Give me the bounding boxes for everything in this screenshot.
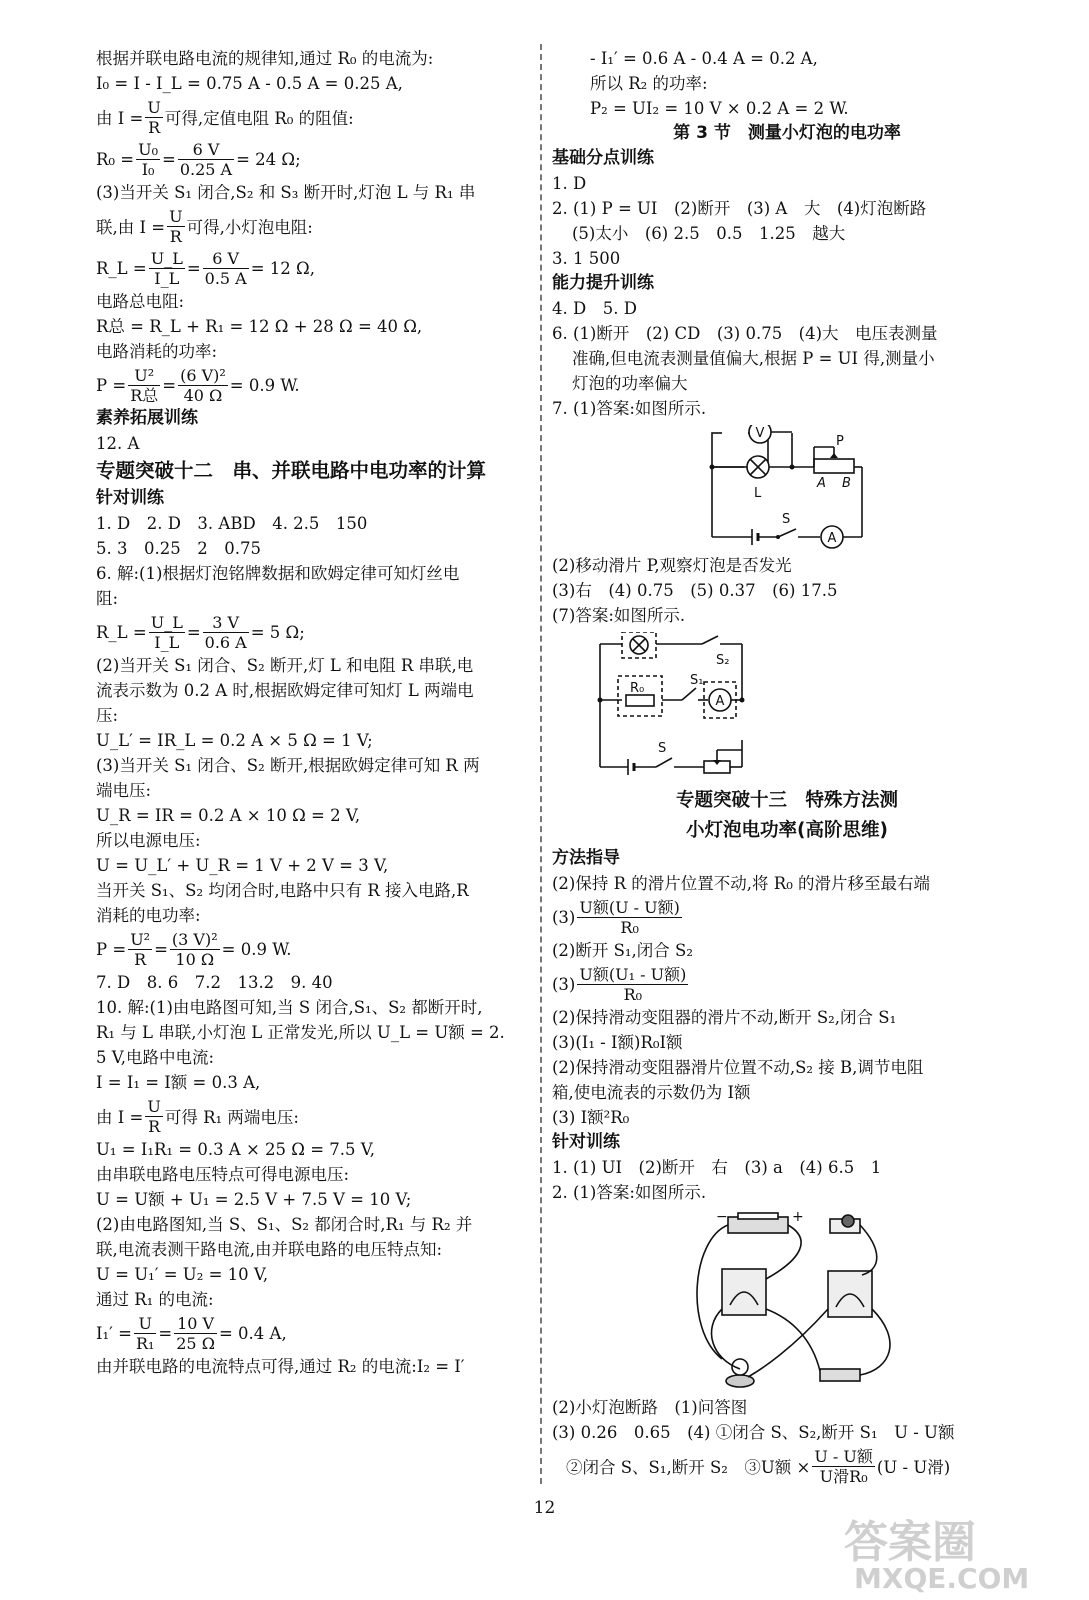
text: (U - U滑) [876,1458,951,1477]
rhs: = 12 Ω, [250,258,315,278]
voltmeter-label: V [755,426,765,441]
section-heading: 针对训练 [96,488,164,508]
formula-line [552,963,1022,1005]
answer-line: (2)移动滑片 P,观察灯泡是否发光 [552,556,792,575]
fraction [178,366,228,405]
answer-line: (5)太小 (6) 2.5 0.5 1.25 越大 [572,224,846,243]
text: 联,由 I = [96,218,166,237]
topic-heading-line2: 小灯泡电功率(高阶思维) [686,820,888,841]
denominator: R [128,949,152,969]
fraction [577,898,682,937]
text-line: I₀ = I - I_L = 0.75 A - 0.5 A = 0.25 A, [96,74,403,93]
circuit-diagram-2 [552,632,1022,782]
formula-line [96,1095,528,1137]
numerator: U² [130,929,151,949]
fraction [149,249,185,288]
slider-label-p: P [836,434,844,449]
answer-line: 3. 1 500 [552,249,621,268]
answer-line: (3)(I₁ - I额)R₀I额 [552,1033,683,1052]
denominator: 0.6 A [204,632,247,652]
text-line: 当开关 S₁、S₂ 均闭合时,电路中只有 R 接入电路,R [96,881,469,900]
numerator: U额(U₁ - U额) [579,964,687,984]
text-line: 根据并联电路电流的规律知,通过 R₀ 的电流为: [96,49,434,68]
denominator: R₀ [577,917,682,937]
answer-line: (2)保持滑动变阻器滑片位置不动,S₂ 接 B,调节电阻 [552,1058,924,1077]
terminal-label-b: B [842,476,851,491]
equals: = [186,258,201,278]
fraction [145,98,162,137]
numerator: U [138,1313,152,1333]
equals: = [154,939,168,959]
answer-line: (2)断开 S₁,闭合 S₂ [552,941,693,960]
numerator: 10 V [177,1313,215,1333]
text-line: (2)当开关 S₁ 闭合、S₂ 断开,灯 L 和电阻 R 串联,电 [96,656,474,675]
numerator: U额(U - U额) [579,897,680,917]
equation [96,364,528,406]
answer-line: (2)小灯泡断路 (1)问答图 [552,1398,748,1417]
text: 由 I = [96,109,144,128]
numerator: 3 V [212,612,240,632]
text-line: 阻: [96,589,119,608]
numerator: U_L [150,612,183,632]
denominator: I₀ [136,159,160,179]
equals: = [158,1323,173,1343]
text-line: 端电压: [96,781,152,800]
numerator: U_L [150,248,183,268]
text-line: - I₁′ = 0.6 A - 0.4 A = 0.2 A, [590,49,818,68]
text: 可得 R₁ 两端电压: [164,1108,299,1127]
text-line: 电路消耗的功率: [96,342,218,361]
page-number: 12 [533,1498,556,1518]
equation [96,611,528,653]
text-line: 流表示数为 0.2 A 时,根据欧姆定律可知灯 L 两端电 [96,681,474,700]
fraction [178,140,234,179]
numerator: U [169,206,183,226]
fraction [145,1097,162,1136]
numerator: (6 V)² [180,365,226,385]
topic-heading: 专题突破十二 串、并联电路中电功率的计算 [96,459,487,482]
switch-label-s: S [658,741,667,756]
text: 由 I = [96,1108,144,1127]
section-heading: 能力提升训练 [552,273,654,293]
text-line: I = I₁ = I额 = 0.3 A, [96,1073,261,1092]
text-line: U₁ = I₁R₁ = 0.3 A × 25 Ω = 7.5 V, [96,1140,376,1159]
denominator: R [145,1116,162,1136]
answer-line: (2)保持滑动变阻器的滑片不动,断开 S₂,闭合 S₁ [552,1008,897,1027]
lhs: P = [96,939,127,959]
plus-terminal-label: + [792,1209,804,1225]
fraction [577,965,688,1004]
column-divider [540,44,542,1484]
text-line: 电路总电阻: [96,292,185,311]
fraction [203,613,249,652]
formula-line [552,1445,1022,1487]
lhs: P = [96,375,127,395]
text-line: (3)当开关 S₁ 闭合,S₂ 和 S₃ 断开时,灯泡 L 与 R₁ 串 [96,183,476,202]
text-line: 由串联电路电压特点可得电源电压: [96,1165,350,1184]
fraction [170,930,220,969]
watermark-url: MXQE.COM [854,1562,1030,1595]
text-line: 通过 R₁ 的电流: [96,1290,214,1309]
numerator: U₀ [138,139,159,159]
rhs: = 24 Ω; [236,149,301,169]
denominator: R [167,226,184,246]
denominator: I_L [149,632,185,652]
right-column [552,46,1022,1487]
watermark-text: 答案圈 [844,1517,976,1568]
fraction [149,613,185,652]
equation [96,1312,528,1354]
text-line: 压: [96,706,119,725]
switch-label-s1: S₁ [690,673,704,688]
topic-heading-line1: 专题突破十三 特殊方法测 [675,790,898,811]
ammeter-label: A [715,694,725,709]
ammeter-label: A [827,531,837,546]
text-line: 10. 解:(1)由电路图可知,当 S 闭合,S₁、S₂ 都断开时, [96,998,483,1017]
numerator: 6 V [192,139,220,159]
fraction [136,140,160,179]
numerator: U - U额 [814,1446,873,1466]
fraction [174,1314,217,1353]
text: ②闭合 S、S₁,断开 S₂ ③U额 × [566,1458,811,1477]
fraction [128,366,160,405]
numerator: 6 V [212,248,240,268]
answer-line: 2. (1)答案:如图所示. [552,1183,707,1202]
text-line: U = U₁′ = U₂ = 10 V, [96,1265,269,1284]
answer-line: 1. (1) UI (2)断开 右 (3) a (4) 6.5 1 [552,1158,882,1177]
answer-line: 7. (1)答案:如图所示. [552,399,707,418]
lhs: I₁′ = [96,1323,132,1343]
answer-line: 5. 3 0.25 2 0.75 [96,539,261,558]
section-heading: 针对训练 [552,1132,620,1152]
answer-line: 箱,使电流表的示数仍为 I额 [552,1083,751,1102]
text-line: R₁ 与 L 串联,小灯泡 L 正常发光,所以 U_L = U额 = 2. [96,1023,505,1042]
text-line: 消耗的电功率: [96,906,201,925]
answer-line: (7)答案:如图所示. [552,606,686,625]
formula-line [96,96,528,138]
text-line: P₂ = UI₂ = 10 V × 0.2 A = 2 W. [590,99,849,118]
text-line: U = U额 + U₁ = 2.5 V + 7.5 V = 10 V; [96,1190,412,1209]
fraction [203,249,249,288]
answer-line: 7. D 8. 6 7.2 13.2 9. 40 [96,973,333,992]
text-line: R总 = R_L + R₁ = 12 Ω + 28 Ω = 40 Ω, [96,317,423,336]
denominator: 0.25 A [179,159,233,179]
answer-line: (3)右 (4) 0.75 (5) 0.37 (6) 17.5 [552,581,838,600]
denominator: R [145,117,162,137]
section-heading: 基础分点训练 [552,148,654,168]
fraction [167,207,184,246]
resistor-label-r0: R₀ [630,681,645,696]
text-line: 由并联电路的电流特点可得,通过 R₂ 的电流:I₂ = I′ [96,1357,465,1376]
formula-line [552,896,1022,938]
text: 可得,定值电阻 R₀ 的阻值: [164,109,354,128]
lhs: R_L = [96,622,147,642]
denominator: 25 Ω [176,1333,215,1353]
text-line: 所以 R₂ 的功率: [590,74,708,93]
answer-line: 12. A [96,434,140,453]
answer-line: 准确,但电流表测量值偏大,根据 P = UI 得,测量小 [572,349,935,368]
rhs: = 0.9 W. [221,939,292,959]
text: 可得,小灯泡电阻: [186,218,313,237]
denominator: 10 Ω [170,949,220,969]
equation [96,928,528,970]
numerator: U [147,97,161,117]
text-line: 所以电源电压: [96,831,201,850]
lhs: R₀ = [96,149,135,169]
circuit-diagram-1 [552,425,1022,549]
fraction [134,1314,156,1353]
equals: = [162,375,177,395]
answer-line: 灯泡的功率偏大 [572,374,688,393]
formula-line [96,205,528,247]
terminal-label-a: A [817,476,826,491]
answer-line: 4. D 5. D [552,299,637,318]
answer-line: (2)保持 R 的滑片位置不动,将 R₀ 的滑片移至最右端 [552,874,931,893]
text-line: 6. 解:(1)根据灯泡铭牌数据和欧姆定律可知灯丝电 [96,564,460,583]
section-heading: 方法指导 [552,848,620,868]
left-column [96,46,528,1379]
section-title: 第 3 节 测量小灯泡的电功率 [673,123,901,143]
answer-line: (3) 0.26 0.65 (4) ①闭合 S、S₂,断开 S₁ U - U额 [552,1423,955,1442]
numerator: U² [134,365,155,385]
answer-line: 6. (1)断开 (2) CD (3) 0.75 (4)大 电压表测量 [552,324,938,343]
switch-label: S [782,512,791,527]
text-line: U_L′ = IR_L = 0.2 A × 5 Ω = 1 V; [96,731,373,750]
denominator: 0.5 A [204,268,247,288]
denominator: U滑R₀ [812,1466,875,1486]
rhs: = 0.4 A, [218,1323,287,1343]
equals: = [186,622,201,642]
equation [96,247,528,289]
wiring-diagram [552,1209,1022,1391]
watermark-logo [826,1506,1031,1600]
rhs: = 0.9 W. [229,375,300,395]
text: (3) [552,974,576,994]
section-heading: 素养拓展训练 [96,408,198,428]
text-line: (2)由电路图知,当 S、S₁、S₂ 都闭合时,R₁ 与 R₂ 并 [96,1215,473,1234]
denominator: R₀ [577,984,688,1004]
text: (3) [552,907,576,927]
denominator: R₁ [135,1333,155,1353]
fraction [812,1447,875,1486]
answer-line: (3) I额²R₀ [552,1108,630,1127]
text-line: U = U_L′ + U_R = 1 V + 2 V = 3 V, [96,856,389,875]
denominator: I_L [149,268,185,288]
minus-terminal-label: − [716,1209,728,1225]
fraction [128,930,152,969]
denominator: R总 [130,385,159,405]
denominator: 40 Ω [178,385,228,405]
numerator: (3 V)² [171,929,218,949]
answer-line: 2. (1) P = UI (2)断开 (3) A 大 (4)灯泡断路 [552,199,927,218]
text-line: (3)当开关 S₁ 闭合、S₂ 断开,根据欧姆定律可知 R 两 [96,756,480,775]
slider-arrow-icon [830,453,838,458]
text-line: U_R = IR = 0.2 A × 10 Ω = 2 V, [96,806,361,825]
numerator: U [147,1096,161,1116]
lamp-label: L [754,486,762,501]
rhs: = 5 Ω; [250,622,305,642]
lhs: R_L = [96,258,147,278]
answer-line: 1. D [552,174,587,193]
text-line: 联,电流表测干路电流,由并联电路的电压特点知: [96,1240,443,1259]
switch-label-s2: S₂ [716,653,730,668]
text-line: 5 V,电路中电流: [96,1048,215,1067]
equals: = [162,149,176,169]
equation [96,138,528,180]
answer-line: 1. D 2. D 3. ABD 4. 2.5 150 [96,514,368,533]
